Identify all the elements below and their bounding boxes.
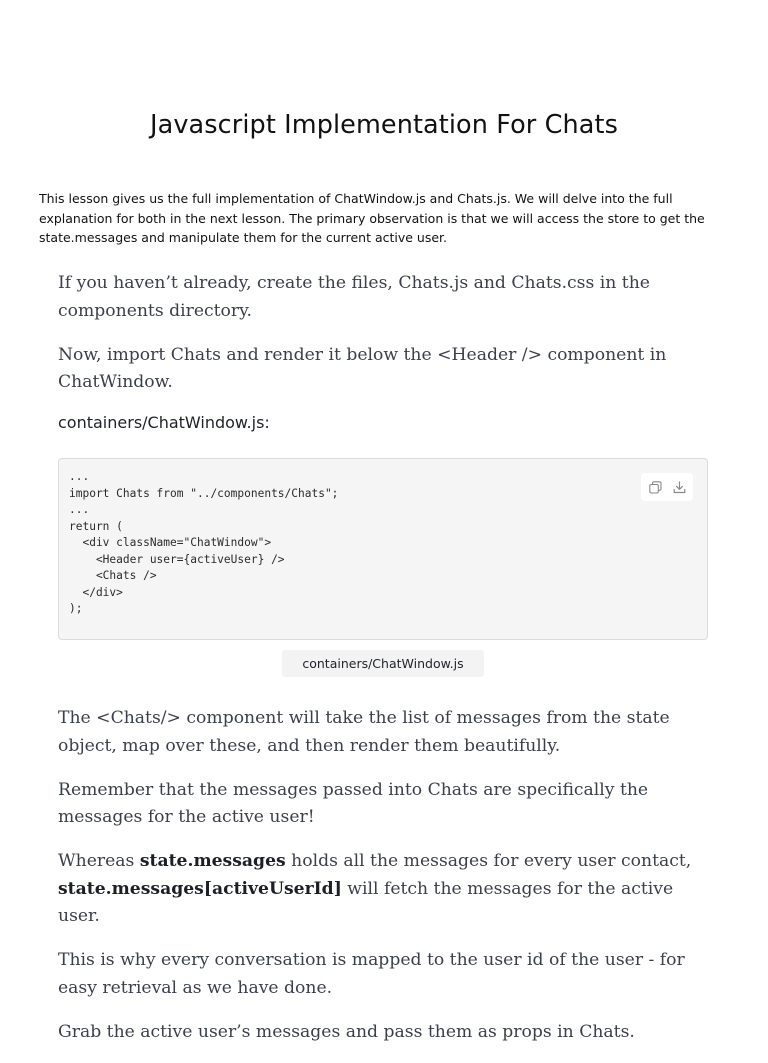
paragraph-create-files: If you haven’t already, create the files, Chats.js and Chats.css in the components directory. xyxy=(58,273,650,321)
bold-active-user-messages: state.messages[activeUserId] xyxy=(58,878,342,899)
lesson-content xyxy=(58,270,718,1063)
bold-state-messages: state.messages xyxy=(139,851,286,871)
code-line: ... xyxy=(69,503,90,516)
code-content xyxy=(69,469,697,618)
page-title: Javascript Implementation For Chats xyxy=(150,110,618,140)
code-block xyxy=(58,458,708,640)
paragraph-chats-component: The <Chats/> component will take the list of messages from the state object, map over these, and then render them beautifully. xyxy=(58,708,670,756)
code-line: ); xyxy=(69,602,83,615)
lesson-summary: This lesson gives us the full implementation of ChatWindow.js and Chats.js. We will delve into the full explanation for both in the next lesson. The primary observation is that we will access the store to get the state.messages and manipulate them for the current active user. xyxy=(39,191,705,245)
code-line: <div className="ChatWindow"> xyxy=(69,536,272,549)
text-segment: holds all the messages for every user contact, xyxy=(285,851,692,871)
code-line: ... xyxy=(69,470,90,483)
text-segment: will fetch the messages for the active user. xyxy=(58,878,674,926)
text-segment: Whereas xyxy=(58,851,140,871)
code-line: <Chats /> xyxy=(69,569,157,582)
code-file-label: containers/ChatWindow.js: xyxy=(58,413,270,432)
paragraph-mapping-reason: This is why every conversation is mapped to the user id of the user - for easy retrieval as we have done. xyxy=(58,950,685,998)
code-line: import Chats from "../components/Chats"; xyxy=(69,486,339,500)
code-caption: containers/ChatWindow.js xyxy=(282,650,483,677)
download-icon[interactable] xyxy=(672,480,686,494)
paragraph-grab-messages: Grab the active user’s messages and pass them as props in Chats. xyxy=(58,1021,635,1042)
copy-icon[interactable] xyxy=(648,480,662,494)
paragraph-active-user-note: Remember that the messages passed into Chats are specifically the messages for the active user! xyxy=(58,779,649,827)
code-toolbar xyxy=(641,473,693,501)
code-caption-wrap xyxy=(58,650,708,677)
code-line: <Header user={activeUser} /> xyxy=(69,552,285,566)
code-line: </div> xyxy=(69,585,123,599)
paragraph-import-chats: Now, import Chats and render it below the <Header /> component in ChatWindow. xyxy=(58,344,667,392)
code-line: return ( xyxy=(69,519,123,533)
paragraph-state-messages xyxy=(58,848,718,931)
